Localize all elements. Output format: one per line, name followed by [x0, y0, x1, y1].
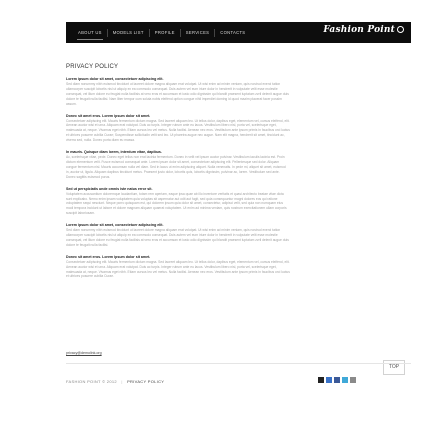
twitter-icon[interactable]: [342, 377, 348, 383]
page-title: PRIVACY POLICY: [66, 64, 119, 70]
policy-section: [66, 150, 290, 180]
email-link[interactable]: privacy@demolink.org: [66, 351, 102, 355]
top-navigation-bar: [66, 22, 411, 43]
policy-section: [66, 114, 290, 144]
footer-divider: [66, 363, 411, 364]
section-paragraph: Consectetuer adipiscing elit. Mauris fermentum dictum magna. Sed laoreet aliquam leo. Ut tellus dolor, dapibus eget, elementum vel, cursus eleifend, elit. Aenean auctor wisi et urna. Aliquam erat volutpat. Duis ac turpis. Integer rutrum ante eu lacus. Vestibulum libero nisl, porta vel, scelerisque eget, malesuada at, neque. Vivamus eget nibh. Etiam cursus leo vel metus. Nulla facilisi. Aenean nec eros. Vestibulum ante ipsum primis in faucibus orci luctus et ultrices posuere cubilia Curae; Suspendisse sollicitudin velit sed leo. Ut pharetra augue nec augue. Nam elit magna, hendrerit sit amet, tincidunt ac, viverra sed, nulla. Donec porta diam eu massa.: [66, 118, 290, 143]
rss-icon[interactable]: [350, 377, 356, 383]
social-icons: [318, 377, 356, 383]
footer-copyright: FASHION POINT © 2012: [66, 379, 117, 384]
section-heading: Donec sit amet eros. Lorem ipsum dolor sit amet.: [66, 254, 151, 259]
section-paragraph: Voluptatem accusantium doloremque laudantium, totam rem aperiam, eaque ipsa quae ab illo inventore veritatis et quasi architecto beatae vitae dicta sunt explicabo. Nemo enim ipsam voluptatem quia voluptas sit aspernatur aut odit aut fugit, sed quia consequuntur magni dolores eos qui ratione voluptatem sequi nesciunt. Neque porro quisquam est, qui dolorem ipsum quia dolor sit amet, consectetur, adipisci velit, sed quia non numquam eius modi tempora incidunt ut labore et dolore magnam aliquam quaerat voluptatem. Ut enim ad minima veniam, quis nostrum exercitationem ullam corporis suscipit laboriosam.: [66, 191, 287, 216]
section-paragraph: Consectetuer adipiscing elit. Mauris fermentum dictum magna. Sed laoreet aliquam leo. Ut tellus dolor, dapibus eget, elementum vel, cursus eleifend, elit. Aenean auctor wisi et urna. Aliquam erat volutpat. Duis ac turpis. Integer rutrum ante eu lacus. Vestibulum libero nisl, porta vel, scelerisque eget, malesuada at, neque. Vivamus eget nibh. Etiam cursus leo vel metus. Nulla facilisi. Aenean nec eros. Vestibulum ante ipsum primis in faucibus orci luctus et ultrices posuere cubilia Curae.: [66, 259, 290, 279]
nav-item-about-us[interactable]: ABOUT US: [73, 22, 107, 43]
footer-separator: |: [121, 379, 123, 384]
footer: [66, 379, 164, 384]
section-paragraph: Ac, scelerisque vitae, pede. Donec eget tellus non erat lacinia fermentum. Donec in velit vel ipsum auctor pulvinar. Vestibulum iaculis lacinia est. Proin dictum elementum velit. Fusce euismod consequat ante. Lorem ipsum dolor sit amet, consectetuer adipiscing elit. Pellentesque sed dolor. Aliquam congue fermentum nisl. Mauris accumsan nulla vel diam. Sed in lacus ut enim adipiscing aliquet. Nulla venenatis. In pede mi, aliquet sit amet, euismod in, auctor ut, ligula. Aliquam dapibus tincidunt metus. Praesent justo dolor, lobortis quis, lobortis dignissim, pulvinar ac, lorem. Vestibulum sed ante. Donec sagittis euismod purus.: [66, 155, 286, 179]
main-nav: [73, 22, 250, 43]
section-paragraph: Sed diam nonummy nibh euismod tincidunt ut laoreet dolore magna aliquam erat volutpat. Ut wisi enim ad minim veniam, quis nostrud exerci tation ullamcorper suscipit lobortis nisl ut aliquip ex ea commodo consequat. Duis autem vel eum iriure dolor in hendrerit in vulputate velit esse molestie consequat, vel illum dolore eu feugiat nulla facilisis at vero eros et accumsan et iusto odio dignissim qui blandit praesent luptatum zzril delenit augue duis dolore te feugait nulla facilisi. Nam liber tempor cum soluta nobis eleifend option congue nihil imperdiet doming id quod mazim placerat facer possim assum.: [66, 82, 289, 106]
nav-item-services[interactable]: SERVICES: [185, 30, 210, 35]
facebook-icon[interactable]: [334, 377, 340, 383]
footer-privacy-link[interactable]: PRIVACY POLICY: [127, 379, 165, 384]
nav-item-profile[interactable]: PROFILE: [154, 30, 175, 35]
policy-section: [66, 77, 290, 107]
delicious-icon[interactable]: [326, 377, 332, 383]
nav-item-models-list[interactable]: MODELS LIST: [112, 30, 144, 35]
nav-item-contacts[interactable]: CONTACTS: [220, 30, 246, 35]
logo-mark-icon: [397, 26, 404, 33]
policy-section: [66, 187, 290, 217]
back-to-top-button[interactable]: TOP: [383, 360, 405, 375]
flickr-icon[interactable]: [318, 377, 324, 383]
policy-content: [66, 77, 290, 286]
section-heading: In mauris. Quisque diam lorem, interdum vitae, dapibus.: [66, 150, 162, 155]
section-paragraph: Sed diam nonummy nibh euismod tincidunt ut laoreet dolore magna aliquam erat volutpat. Ut wisi enim ad minim veniam, quis nostrud exerci tation ullamcorper suscipit lobortis nisl ut aliquip ex ea commodo consequat. Duis autem vel eum iriure dolor in hendrerit in vulputate velit esse molestie consequat, vel illum dolore eu feugiat nulla facilisis at vero eros et accumsan et iusto odio dignissim qui blandit praesent luptatum zzril delenit augue duis dolore te feugait nulla facilisi.: [66, 228, 289, 247]
policy-section: [66, 223, 290, 248]
section-heading: Lorem ipsum dolor sit amet, consectetuer adipiscing elit.: [66, 223, 164, 228]
policy-section: [66, 255, 290, 280]
section-heading: Sed ut perspiciatis unde omnis iste natus error sit.: [66, 186, 153, 191]
section-heading: Lorem ipsum dolor sit amet, consectetuer adipiscing elit.: [66, 77, 164, 81]
section-heading: Donec sit amet eros. Lorem ipsum dolor sit amet.: [66, 113, 151, 118]
site-logo[interactable]: Fashion Point: [323, 25, 395, 35]
